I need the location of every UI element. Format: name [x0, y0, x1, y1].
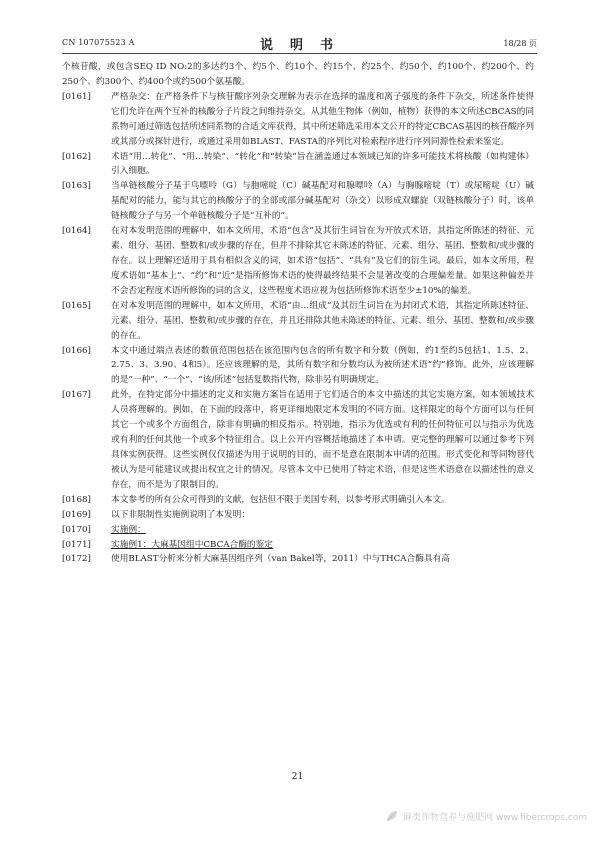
- paragraph-text-content: 实施例1：大麻基因组中CBCA合酶的鉴定: [111, 539, 273, 550]
- paragraph-number: [0170]: [62, 524, 91, 535]
- paragraph: [62, 299, 534, 344]
- paragraph: [62, 344, 534, 389]
- paragraph-number: [0166]: [62, 345, 91, 356]
- paragraph: [62, 90, 534, 150]
- page-number: 21: [291, 772, 304, 782]
- paragraph-text: [111, 388, 534, 492]
- paragraph-number: [0171]: [62, 539, 91, 550]
- paragraph-text: [111, 224, 534, 299]
- paragraph-text: [111, 552, 534, 567]
- paragraph-text-content: 术语“用…转化”、“用…转染”、“转化”和“转染”旨在涵盖通过本领域已知的许多可能技术将核酸（如构建体）引入细胞。: [111, 151, 534, 177]
- paragraph-list: [62, 90, 534, 568]
- paragraph-number: [0164]: [62, 226, 91, 237]
- paragraph-text-content: 使用BLAST分析来分析大麻基因组序列（van Bakel等，2011）中与THCA合酶具有高: [111, 554, 450, 565]
- paragraph-text: [111, 150, 534, 180]
- paragraph: [62, 552, 534, 567]
- paragraph-text-content: 当单链核酸分子基于鸟嘌呤（G）与胞嘧啶（C）碱基配对和腺嘌呤（A）与胸腺嘧啶（T）或尿嘧啶（U）碱基配对的能力，能与其它的核酸分子的全部或部分碱基配对（杂交）以形成双螺旋（双链核酸分子）时，该单链核酸分子与另一个单链核酸分子是“互补的”。: [111, 181, 534, 222]
- paragraph: [62, 493, 534, 508]
- paragraph-number: [0165]: [62, 300, 91, 311]
- continuation-paragraph: [62, 60, 534, 90]
- paragraph: [62, 523, 534, 538]
- paragraph-text: [111, 508, 534, 523]
- leaf-icon: [386, 810, 398, 822]
- document-number: CN 107075523 A: [62, 38, 135, 47]
- watermark-text: 麻类作物营养与施肥网 www.fibercrops.com: [403, 813, 587, 823]
- paragraph-text-content: 实施例：: [111, 524, 146, 535]
- paragraph: [62, 224, 534, 299]
- watermark: [386, 810, 587, 823]
- paragraph-number: [0168]: [62, 494, 91, 505]
- paragraph-number: [0163]: [62, 181, 91, 192]
- document-body: [62, 60, 534, 567]
- paragraph-text: [111, 90, 534, 150]
- paragraph: [62, 508, 534, 523]
- paragraph-text-content: 以下非限制性实施例说明了本发明：: [111, 509, 250, 520]
- paragraph-text-content: 本文中通过端点表述的数值范围包括在该范围内包含的所有数字和分数（例如，约1至约5包括1、1.5、2、2.75、3、3.90、4和5）。还应该理解的是，其所有数字和分数均认为被所述术语“约”修饰。此外，应该理解的是“一种”、“一个”、“该/所述”包括复数指代物，除非另有明确规定。: [111, 345, 534, 386]
- paragraph-text: [111, 493, 534, 508]
- paragraph: [62, 179, 534, 224]
- paragraph-text: 个核苷酸，或包含SEQ ID NO:2的多达约3个、约5个、约10个、约15个、约25个、约50个、约100个、约200个、约250个、约300个、约400个或约500个氨基酸。: [62, 62, 534, 87]
- paragraph: [62, 538, 534, 553]
- paragraph-number: [0161]: [62, 91, 91, 102]
- paragraph-number: [0169]: [62, 509, 91, 520]
- paragraph-text: [111, 344, 534, 389]
- paragraph-text: [111, 523, 534, 538]
- paragraph-text-content: 本文参考的所有公众可得到的文献，包括但不限于美国专利，以参考形式明确引入本文。: [111, 494, 450, 505]
- document-title: 说 明 书: [259, 38, 335, 53]
- paragraph-text-content: 严格杂交：在严格条件下与核苷酸序列杂交理解为表示在选择的温度和离子强度的条件下杂交，所述条件使得它们允许在两个互补的核酸分子片段之间维持杂交。从其他生物体（例如，植物）获得的本文所述CBCAS的同系物可通过筛选包括所述同系物的合适文库获得，其中所述筛选采用本文公开的特定CBCAS基因的核苷酸序列或其部分或探针进行，或通过采用如BLAST、FASTA的序列比对检索程序进行序列同源性检索来鉴定。: [111, 91, 535, 147]
- paragraph-text-content: 此外，在特定部分中描述的定义和实施方案旨在适用于它们适合的本文中描述的其它实施方案，如本领域技术人员将理解的。例如，在下面的段落中，将更详细地限定本发明的不同方面。这样限定的每个方面可以与任何其它一个或多个方面组合，除非有明确的相反指示。特别地，指示为优选或有利的任何特征可以与指示为优选或有利的任何其他一个或多个特征组合。以上公开内容概括地描述了本申请。更完整的理解可以通过参考下列具体实例获得。这些实例仅仅描述为用于说明的目的，而不是意在限制本申请的范围。形式变化和等同物替代被认为是可能建议或提出权宜之计的情况。尽管本文中已使用了特定术语，但是这些术语意在以描述性的意义存在，而不是为了限制目的。: [111, 390, 534, 490]
- paragraph-text-content: 在对本发明范围的理解中，如本文所用，术语“包含”及其衍生词旨在为开放式术语，其指定所陈述的特征、元素、组分、基团、整数和/或步骤的存在，但并不排除其它未陈述的特征、元素、组分、基团、整数和/或步骤的存在。以上理解还适用于具有相似含义的词，如术语“包括”、“具有”及它们的衍生词。最后，如本文所用，程度术语如“基本上”、“约”和“近”是指所修饰术语的使得最终结果不会显著改变的合理偏差量。如果这种偏差并不会否定程度术语所修饰的词的含义，这些程度术语应视为包括所修饰术语至少±10%的偏差。: [111, 226, 534, 296]
- paragraph-number: [0172]: [62, 554, 91, 565]
- paragraph-number: [0162]: [62, 151, 91, 162]
- paragraph: [62, 388, 534, 492]
- paragraph-text-content: 在对本发明范围的理解中，如本文所用，术语“由…组成”及其衍生词旨在为封闭式术语，其指定所陈述特征、元素、组分、基团、整数和/或步骤的存在，并且还排除其他未陈述的特征、元素、组分、基团、整数和/或步骤的存在。: [111, 300, 534, 341]
- page-indicator: 18/28 页: [503, 39, 537, 48]
- paragraph-text: [111, 538, 534, 553]
- paragraph-text: [111, 179, 534, 224]
- paragraph: [62, 150, 534, 180]
- paragraph-number: [0167]: [62, 390, 91, 401]
- header-divider: [62, 53, 537, 54]
- paragraph-text: [111, 299, 534, 344]
